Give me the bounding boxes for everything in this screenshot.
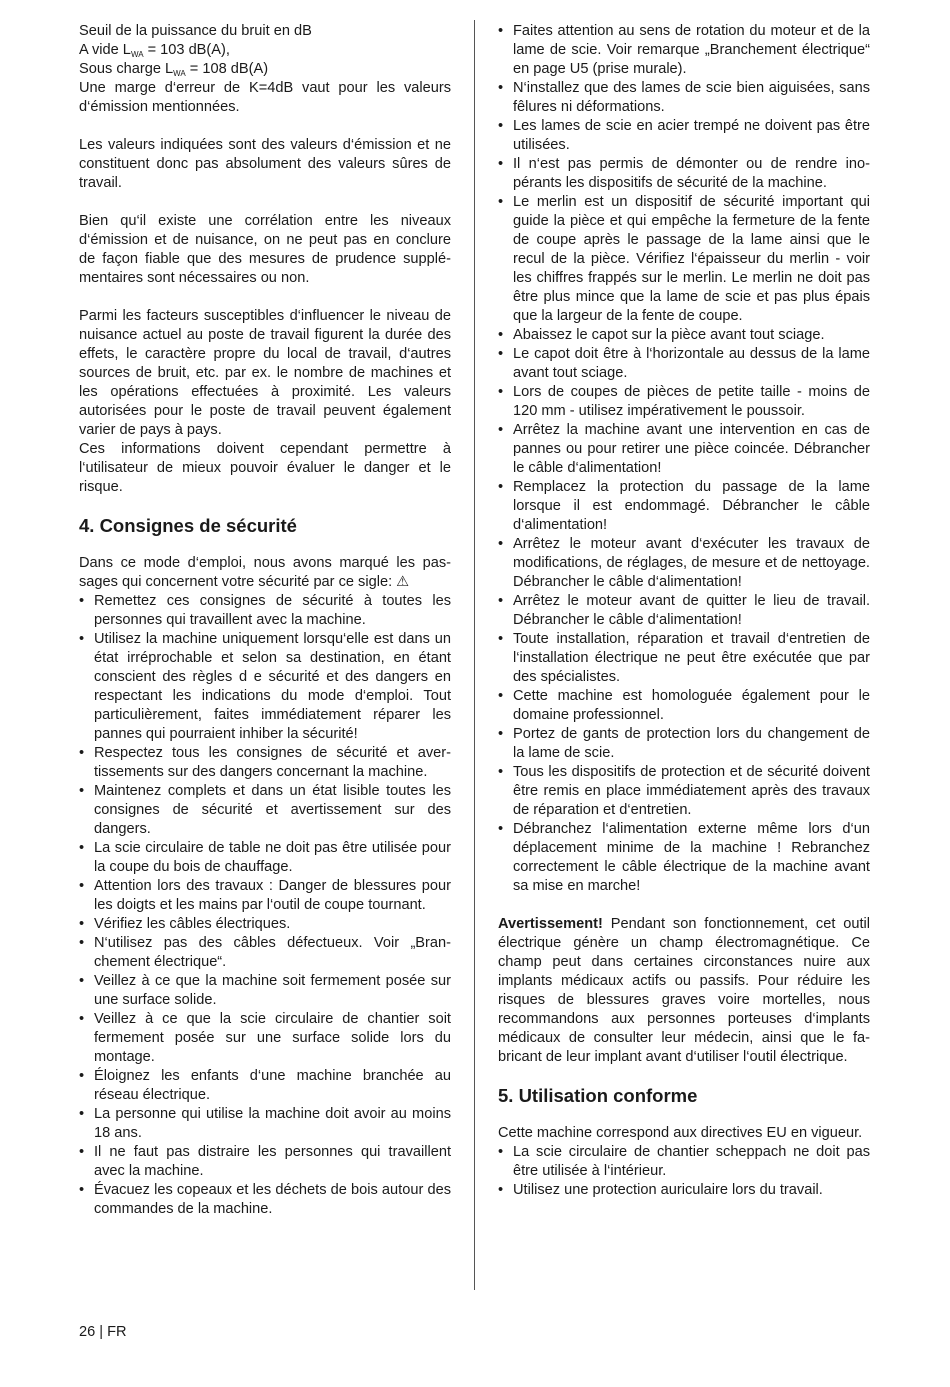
paragraph-emission: Les valeurs indiquées sont des valeurs d‘émission et ne constituent donc pas absolument des valeurs sûres de travail. [79,137,451,191]
list-item: • Arrêtez le moteur avant de quitter le lieu de travail. Débrancher le câble d‘alimentation! [498,592,870,630]
list-item: • Il ne faut pas distraire les personnes qui travaillent avec la machine. [79,1143,451,1181]
list-item: • Veillez à ce que la scie circulaire de chantier soit fermement posée sur une surface solide lors du montage. [79,1010,451,1067]
list-item: • Maintenez complets et dans un état lisible toutes les consignes de sécurité et avertissement sur des dangers. [79,782,451,839]
list-item: • Tous les dispositifs de protection et de sécurité doivent être remis en place immédiatement après des travaux de réparation et d‘entretien. [498,763,870,820]
list-item: • Vérifiez les câbles électriques. [79,915,451,934]
list-item: • Remettez ces consignes de sécurité à toutes les personnes qui travaillent avec la machine. [79,592,451,630]
right-column [498,22,870,1200]
list-item: • N‘utilisez pas des câbles défectueux. Voir „Branchement électrique“. [79,934,451,972]
list-item: • Le merlin est un dispositif de sécurité important qui guide la pièce et qui empêche la fermeture de la fente de coupe après le passage de la lame ainsi que le recul de la pièce. Vérifiez l‘épaisseur du merlin - voir les chiffres frappés sur le merlin. Le merlin ne doit pas être plus mince que la lame de scie et pas plus épais que la largeur de la fente de coupe. [498,193,870,326]
list-item: • Il n‘est pas permis de démonter ou de rendre inopérants les dispositifs de sécurité de la machine. [498,155,870,193]
section-4-intro: Dans ce mode d‘emploi, nous avons marqué les passages qui concernent votre sécurité par ce sigle: ⚠ [79,555,451,590]
list-item: • Utilisez une protection auriculaire lors du travail. [498,1181,870,1200]
list-item: • Lors de coupes de pièces de petite taille - moins de 120 mm - utilisez impérativement le poussoir. [498,383,870,421]
list-item: • Arrêtez la machine avant une intervention en cas de pannes ou pour retirer une pièce coincée. Débrancher le câble d‘alimentation! [498,421,870,478]
list-item: • Portez de gants de protection lors du changement de la lame de scie. [498,725,870,763]
paragraph-correlation: Bien qu‘il existe une corrélation entre les niveaux d‘émission et de nuisance, on ne peut pas en conclure de façon fiable que des mesures de prudence supplémentaires sont nécessaires ou non. [79,213,451,286]
noise-line-1: Seuil de la puissance du bruit en dB [79,23,312,39]
list-item: • N‘installez que des lames de scie bien aiguisées, sans fêlures ni déformations. [498,79,870,117]
list-item: • La scie circulaire de table ne doit pas être utilisée pour la coupe du bois de chauffage. [79,839,451,877]
list-item: • Respectez tous les consignes de sécurité et avertissements sur des dangers concernant la machine. [79,744,451,782]
paragraph-factors: Parmi les facteurs susceptibles d‘influencer le niveau de nuisance actuel au poste de travail figurent la durée des effets, le caractère propre du local de travail, d‘autres sources de bruit, etc. par ex. le nombre de machines et les opérations effectuées à proximité. Les valeurs autorisées pour le poste de travail peuvent également varier de pays à pays. [79,308,451,438]
left-column [79,22,451,1219]
section-4-heading: 4. Consignes de sécurité [79,515,297,536]
list-item: • Cette machine est homologuée également pour le domaine professionnel. [498,687,870,725]
noise-line-4: Une marge d‘erreur de K=4dB vaut pour les valeurs d‘émission mentionnées. [79,80,451,115]
warning-paragraph [498,915,870,1067]
section-5-intro: Cette machine correspond aux directives EU en vigueur. [498,1125,863,1141]
usage-list [498,1143,870,1200]
warning-text: Pendant son fonctionnement, cet outil électrique génère un champ électromagnétique. Ce champ peut dans certaines circonstances nuire aux implants médicaux actifs ou passifs. Pour réduire les risques de blessures graves voire mortelles, nous recommandons aux personnes porteuses d‘implants médicaux de consulter leur médecin, ainsi que le fabricant de leur implant avant d‘utiliser l‘outil électrique. [498,916,870,1065]
page-number: 26 | FR [79,1324,127,1340]
noise-line-3: Sous charge $L_{WA} = 108$ dB(A) [79,61,269,78]
list-item: • Éloignez les enfants d‘une machine branchée au réseau électrique. [79,1067,451,1105]
safety-list-right [498,22,870,896]
list-item: • La personne qui utilise la machine doit avoir au moins 18 ans. [79,1105,451,1143]
safety-list-left [79,592,451,1219]
list-item: • Abaissez le capot sur la pièce avant tout sciage. [498,326,870,345]
warning-label: Avertissement! [498,916,603,932]
list-item: • Faites attention au sens de rotation du moteur et de la lame de scie. Voir remarque „Branchement électrique“ en page U5 (prise murale). [498,22,870,79]
list-item: • Remplacez la protection du passage de la lame lorsque il est endommagé. Débrancher le câble d‘alimentation! [498,478,870,535]
column-divider [474,20,475,1290]
list-item: • Les lames de scie en acier trempé ne doivent pas être utilisées. [498,117,870,155]
list-item: • La scie circulaire de chantier scheppach ne doit pas être utilisée à l‘intérieur. [498,1143,870,1181]
list-item: • Débranchez l‘alimentation externe même lors d‘un déplacement minime de la machine ! Rebranchez correctement le câble électrique de la machine avant sa mise en marche! [498,820,870,896]
list-item: • Toute installation, réparation et travail d‘entretien de l‘installation électrique ne peut être exécutée que par des spécialistes. [498,630,870,687]
noise-line-2: A vide $L_{WA} = 103$ dB(A), [79,42,230,59]
list-item: • Attention lors des travaux : Danger de blessures pour les doigts et les mains par l‘outil de coupe tournant. [79,877,451,915]
list-item: • Utilisez la machine uniquement lorsqu‘elle est dans un état irréprochable et selon sa destination, en étant conscient des règles d e sécurité et des dangers en respectant les indications du mode d‘emploi. Tout particulièrement, faites immédiatement réparer les pannes qui pourraient inhiber la sécurité! [79,630,451,744]
section-5-heading: 5. Utilisation conforme [498,1085,698,1106]
list-item: • Arrêtez le moteur avant d‘exécuter les travaux de modifications, de réglages, de mesure et de nettoyage. Débrancher le câble d‘alimentation! [498,535,870,592]
list-item: • Veillez à ce que la machine soit fermement posée sur une surface solide. [79,972,451,1010]
list-item: • Le capot doit être à l‘horizontale au dessus de la lame avant tout sciage. [498,345,870,383]
paragraph-information: Ces informations doivent cependant permettre à l‘utilisateur de mieux pouvoir évaluer le danger et le risque. [79,441,451,495]
list-item: • Évacuez les copeaux et les déchets de bois autour des commandes de la machine. [79,1181,451,1219]
